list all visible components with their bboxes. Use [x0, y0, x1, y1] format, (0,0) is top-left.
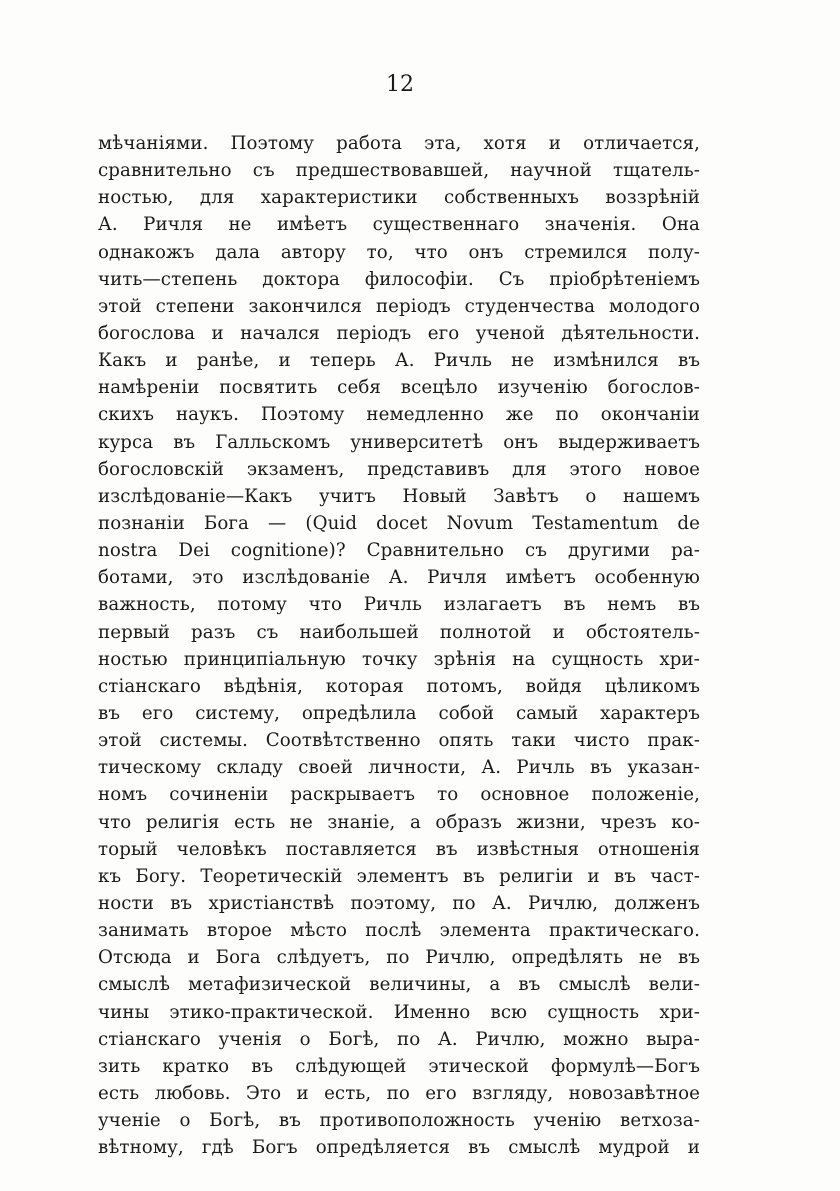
text-line: скихъ наукъ. Поэтому немедленно же по окончаніи [98, 404, 700, 426]
text-line: стіанскаго вѣдѣнія, которая потомъ, войдя цѣликомъ [98, 675, 700, 697]
text-line: первый разъ съ наибольшей полнотой и обстоятель- [98, 621, 700, 643]
text-line: ученіе о Богѣ, въ противоположность ученію ветхоза- [98, 1110, 700, 1132]
text-line: сравнительно съ предшествовавшей, научной тщатель- [98, 160, 700, 182]
text-line: Какъ и ранѣе, и теперь А. Ричль не измѣнился въ [98, 350, 700, 372]
text-line: стіанскаго ученія о Богѣ, по А. Ричлю, можно выра- [98, 1028, 700, 1050]
text-line: Отсюда и Бога слѣдуетъ, по Ричлю, опредѣлять не въ [98, 947, 700, 969]
text-line: богословскій экзаменъ, представивъ для этого новое [98, 458, 700, 480]
text-line: занимать второе мѣсто послѣ элемента практическаго. [98, 920, 700, 942]
text-line: однакожъ дала автору то, что онъ стремился полу- [98, 241, 700, 263]
text-line: курса въ Галльскомъ университетѣ онъ выдерживаетъ [98, 431, 700, 453]
text-line: номъ сочиненіи раскрываетъ то основное положеніе, [98, 784, 700, 806]
text-line: ностью принципіальную точку зрѣнія на сущность хри- [98, 648, 700, 670]
text-line: тическому складу своей личности, А. Ричль въ указан- [98, 757, 700, 779]
text-line: чины этико-практической. Именно всю сущность хри- [98, 1001, 700, 1023]
text-line: есть любовь. Это и есть, по его взгляду, новозавѣтное [98, 1082, 700, 1104]
text-line: ностью, для характеристики собственныхъ воззрѣній [98, 187, 700, 209]
text-line: познаніи Бога — (Quid docet Novum Testamentum de [98, 512, 700, 534]
text-line: важность, потому что Ричль излагаетъ въ немъ въ [98, 594, 700, 616]
text-line: намѣреніи посвятить себя всецѣло изученію богослов- [98, 377, 700, 399]
text-line: ботами, это изслѣдованіе А. Ричля имѣетъ особенную [98, 567, 700, 589]
text-line: торый человѣкъ поставляется въ извѣстныя отношенія [98, 838, 700, 860]
text-line: мѣчаніями. Поэтому работа эта, хотя и отличается, [98, 133, 700, 154]
text-line: чить—степень доктора философіи. Съ пріобрѣтеніемъ [98, 268, 700, 290]
text-line: богослова и начался періодъ его ученой дѣятельности. [98, 322, 700, 344]
text-line: nostra Dei cognitione)? Сравнительно съ другими ра- [98, 540, 700, 562]
text-line: изслѣдованіе—Какъ учитъ Новый Завѣтъ о нашемъ [98, 485, 700, 507]
text-line: ности въ христіанствѣ поэтому, по А. Ричлю, долженъ [98, 892, 700, 914]
page-number: 12 [386, 72, 414, 97]
text-line: смыслѣ метафизической величины, а въ смыслѣ вели- [98, 974, 700, 996]
text-line: А. Ричля не имѣетъ существеннаго значенія. Она [98, 214, 700, 236]
text-line: къ Богу. Теоретическій элементъ въ религіи и въ част- [98, 865, 700, 887]
text-line: что религія есть не знаніе, а образъ жизни, чрезъ ко- [98, 811, 700, 833]
text-line: зить кратко въ слѣдующей этической формулѣ—Богъ [98, 1055, 700, 1077]
text-line: въ его систему, опредѣлила собой самый характеръ [98, 702, 700, 724]
text-line: вѣтному, гдѣ Богъ опредѣляется въ смыслѣ мудрой и [98, 1137, 700, 1159]
text-line: этой степени закончился періодъ студенчества молодого [98, 295, 700, 317]
text-line: этой системы. Соотвѣтственно опять таки чисто прак- [98, 730, 700, 752]
body-text [98, 130, 700, 1161]
